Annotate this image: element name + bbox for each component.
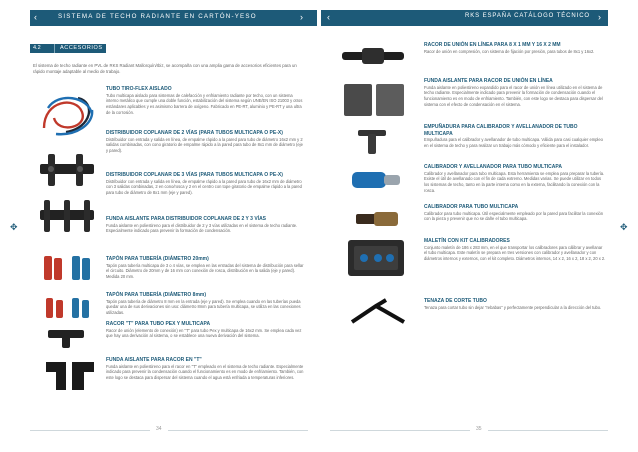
product-description: Distribuidor con entrada y salida en línea, de empalme rápido a la pared para tubo de diámetro 16x2 mm y 2 salidas combinadas, con cono giratorio de empalme rápido a la pared para tubo de 8x1 mm de diámetro (eje y pared). (106, 136, 303, 154)
product-description: Funda aislante en poliestireno para el racor en "T" empleado en el sistema de techo radiante. Especialmente indicado para prevenir la condensación cuando el funcionamiento es en modo de enfriamiento. También, con este logo se destaca para dispersar del sistema cuando el agua está enfriada a temperaturas inferiores. (106, 363, 304, 381)
section-intro: El sistema de techo radiante en PVL de RKS Radiant Mallorquín/Ibiz, se acompaña con una amplia gama de accesorios eficientes para un rápido montaje adaptable al medio de trabajo. (33, 63, 297, 74)
product-title: RACOR "T" PARA TUBO PEX Y MULTICAPA (106, 321, 211, 327)
product-description: Racor de unión (elemento de conexión) en "T" para tubo Pex y multicapa de 16x2 mm. Se emplea cada vez que hay una derivación al sistema, o se establece una nueva derivación del sistema. (106, 327, 302, 339)
product-item (424, 124, 606, 149)
header-right-title: RKS ESPAÑA CATÁLOGO TÉCNICO (465, 13, 590, 19)
header-left-title: SISTEMA DE TECHO RADIANTE EN CARTÓN-YESO (58, 13, 257, 20)
side-ornament-icon: ✥ (10, 222, 18, 232)
product-item (106, 216, 306, 234)
product-item (106, 256, 306, 280)
footer-rule (168, 430, 308, 431)
chevron-right-icon: › (598, 12, 601, 22)
product-title: CALIBRADOR PARA TUBO MULTICAPA (424, 204, 519, 210)
product-description: Tapón para tubería multicapa de 3 o 4 vías, se emplea en las entradas del sistema de distribución para sellar el circuito. Diámetro de 20mm y de 16 mm con conexión de rosca, distribución en la salida (eje y pared). Medida 20 mm. (106, 262, 304, 280)
calibrator-handle-image (352, 124, 392, 156)
product-description: Tapón para tubería de diámetro 8 mm en la entrada (eje y pared). Se emplea cuando en las tuberías pueda quedar una de sus derivaciones sin uso: diámetro 8mm para tubería multicapa, se utiliza en las conexiones utilizadas. (106, 298, 301, 316)
product-title: CALIBRADOR Y AVELLANADOR PARA TUBO MULTICAPA (424, 164, 562, 170)
product-item (424, 42, 606, 54)
product-item (424, 298, 606, 310)
product-title: EMPUÑADURA PARA CALIBRADOR Y AVELLANADOR DE TUBO MULTICAPA (424, 124, 578, 137)
inline-union-fitting-image (338, 42, 408, 70)
product-item (106, 357, 306, 381)
page-gutter (317, 10, 321, 26)
red-blue-plug-20mm-image (40, 252, 96, 284)
product-description: Distribuidor con entrada y salida en línea, de empalme rápido a la pared para tubo de 16x2 mm de diámetro con 3 salidas combinadas, 2 en cono/rosca y 2 en el centro con tope giratorio de empalme rápido a la pared para tubo de diámetro de 8x1 mm (eje y pared). (106, 178, 302, 196)
calibrator-kit-case-image (344, 236, 408, 280)
product-title: FUNDA AISLANTE PARA RACOR EN "T" (106, 357, 202, 363)
product-description: Conjunto maletín de 186 x 283 mm, en el que transportar los calibradores para cálibrar y avellanar el tubo multicapa. Este maletín se prepara en tres versiones con calibrador y avellanador y con diámetros internos y externos, con el kit completo. Diámetros internos, 14 x 2, 16 x 2, 18 x 2, 20 x 2. (424, 244, 606, 262)
product-title: DISTRIBUIDOR COPLANAR DE 3 VÍAS (PARA TUBOS MULTICAPA O PE-X) (106, 172, 283, 178)
product-title: RACOR DE UNIÓN EN LÍNEA PARA 8 X 1 MM Y 16 X 2 MM (424, 42, 561, 48)
tee-fitting-image (46, 322, 86, 350)
product-title: DISTRIBUIDOR COPLANAR DE 2 VÍAS (PARA TUBOS MULTICAPA O PE-X) (106, 130, 283, 136)
product-description: Funda aislante en poliestireno para el distribuidor de 2 y 3 vías utilizadas en el sistema de techo radiante. Especialmente indicado para prevenir la formación de condensación. (106, 222, 298, 234)
footer-rule (488, 430, 608, 431)
tube-calibrator-image (352, 204, 402, 234)
footer-rule (330, 430, 470, 431)
product-item (106, 172, 306, 196)
calibrator-deburrer-image (346, 166, 406, 194)
product-title: TAPÓN PARA TUBERÍA (DIÁMETRO 8mm) (106, 292, 206, 298)
product-item (106, 321, 306, 339)
product-description: Funda aislante en poliestireno expandido para el racor de unión en línea utilizado en el sistema de techo radiante. Especialmente indicado para prevenir la formación de condensación cuando el funcionamiento es en modo de enfriamiento. También, con este logo se destaca para dispersar del sistema con el efecto de condensación en el sistema. (424, 84, 603, 107)
product-description: Empuñadura para el calibrador y avellanador de tubo multicapa. Válida para casi cualquier empleo en el sistema de techo y para realizar un trabajo más cómodo y eficiente para el instalador. (424, 137, 603, 148)
coplanar-manifold-2way-image (36, 150, 98, 190)
product-title: TAPÓN PARA TUBERÍA (DIÁMETRO 20mm) (106, 256, 209, 262)
product-title: TUBO TIRO-FLEX AISLADO (106, 86, 172, 92)
side-ornament-icon: ✥ (620, 222, 628, 232)
product-title: MALETÍN CON KIT CALIBRADORES (424, 238, 510, 244)
red-blue-plug-8mm-image (40, 292, 96, 324)
tee-insulation-image (42, 354, 98, 394)
product-description: Tubo multicapa aislado para sistemas de calefacción y enfriamiento radiante por techo, con un sistema interno metálico que cumple una doble función, estabilización del sistema según UNE/EN ISO 21003 y otros estándares aplicables y es asimismo barrera de oxígeno. Fabricado en PE-RT, aluminio y PE-RT y una ultra de la corrosión. (106, 92, 303, 115)
page-number-right: 35 (476, 426, 482, 432)
product-description: Calibrador y avellanador para tubo multicapa. Esta herramienta se emplea para preparar la tubería. Existe el útil de avellanado con el fin de cada extremo. Medidas varias. Se puede utilizar en todos los sistemas de techo, tanto en la parte interna como en la externa, facilitando la conexión con la rosca. (424, 170, 605, 193)
product-item (424, 204, 606, 222)
chevron-left-icon: ‹ (34, 12, 37, 22)
product-title: TENAZA DE CORTE TUBO (424, 298, 487, 304)
product-item (424, 238, 606, 262)
chevron-left-icon: ‹ (327, 12, 330, 22)
footer-rule (30, 430, 150, 431)
coplanar-manifold-3way-image (36, 196, 98, 236)
product-item (424, 78, 606, 108)
product-title: FUNDA AISLANTE PARA DISTRIBUIDOR COPLANAR DE 2 Y 3 VÍAS (106, 216, 267, 222)
chevron-right-icon: › (300, 12, 303, 22)
product-item (106, 86, 306, 116)
inline-union-insulation-image (340, 80, 410, 120)
product-description: Tenaza para cortar tubo sin dejar "rebabas" y perfectamente perpendicular a la dirección del tubo. (424, 304, 602, 310)
product-item (424, 164, 606, 194)
pipe-coil-image (36, 88, 100, 138)
section-title: ACCESORIOS (60, 45, 103, 51)
pipe-cutter-image (346, 292, 410, 328)
product-description: Racor de unión en compresión, con sistema de fijación por presión, para tubos de 8x1 y 16x2. (424, 48, 595, 54)
page-number-left: 34 (156, 426, 162, 432)
product-description: Calibrador para tubo multicapa. Útil especialmente empleado por la pared para facilitar la conexión con la pieza y prevenir que no se dañe el tubo multicapa. (424, 210, 604, 222)
product-title: FUNDA AISLANTE PARA RACOR DE UNIÓN EN LÍNEA (424, 78, 553, 84)
product-item (106, 292, 306, 316)
section-number: 4.2 (33, 45, 41, 51)
section-tag-divider (54, 44, 55, 53)
product-item (106, 130, 306, 154)
